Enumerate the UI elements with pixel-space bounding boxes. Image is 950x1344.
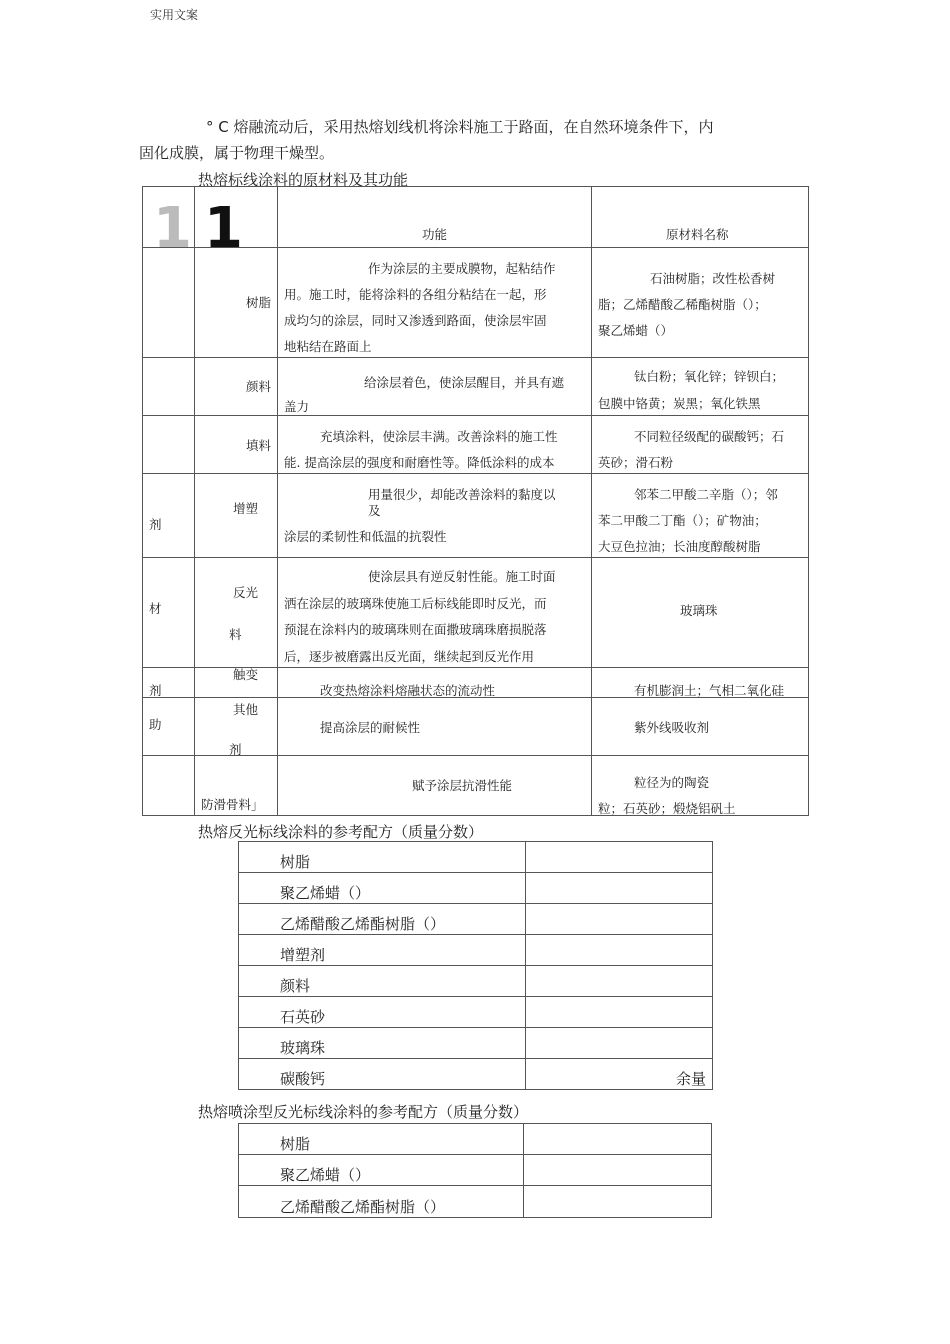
header-cell-big1 xyxy=(143,187,195,261)
big-numeral-gray: 1 xyxy=(153,196,192,261)
table-row: 颜料 给涂层着色，使涂层醒目，并具有遮 盖力 钛白粉；氧化锌；锌钡白； 包膜中铬黄；炭黑；氧化铁黑 xyxy=(143,358,809,416)
table-row: 树脂 xyxy=(239,842,713,873)
table-row: 树脂 xyxy=(239,1124,712,1155)
table-row: 助 其他 剂 提高涂层的耐候性 紫外线吸收剂 xyxy=(143,698,809,756)
table-row: 石英砂 xyxy=(239,997,713,1028)
materials-table xyxy=(142,186,809,816)
table-row: 树脂 作为涂层的主要成膜物，起粘结作 用。施工时，能将涂料的各组分粘结在一起，形 成均匀的涂层，同时又渗透到路面，使涂层牢固 地粘结在路面上 石油树脂；改性松香树 脂；乙烯醋酸乙稀酯树脂（）； 聚乙烯蜡（） xyxy=(143,248,809,358)
table-row: 聚乙烯蜡（） xyxy=(239,873,713,904)
table-row: 聚乙烯蜡（） xyxy=(239,1155,712,1186)
header-function: 功能 xyxy=(278,187,592,248)
page-header: 实用文案 xyxy=(150,8,199,22)
formula-table-1 xyxy=(238,841,713,1090)
table-row: 碳酸钙 余量 xyxy=(239,1059,713,1090)
big-numeral-black: 1 xyxy=(204,196,243,261)
table-row: 材 反光 料 使涂层具有逆反射性能。施工时面 洒在涂层的玻璃珠使施工后标线能即时反光，而 预混在涂料内的玻璃珠则在面撒玻璃珠磨损脱落 后，逐步被磨露出反光面，继续起到反光作用 玻璃珠 xyxy=(143,558,809,668)
header-material: 原材料名称 xyxy=(592,187,809,248)
table3-caption: 热熔喷涂型反光标线涂料的参考配方（质量分数） xyxy=(198,1103,529,1121)
intro-line-1: ° C 熔融流动后，采用热熔划线机将涂料施工于路面，在自然环境条件下，内 xyxy=(206,118,714,136)
table-header-row xyxy=(143,187,809,248)
table-row: 玻璃珠 xyxy=(239,1028,713,1059)
table-row: 剂 增塑 用量很少，却能改善涂料的黏度以 及 涂层的柔韧性和低温的抗裂性 邻苯二甲酸二辛脂（）；邻 苯二甲酸二丁酯（）；矿物油； 大豆色拉油；长油度醇酸树脂 xyxy=(143,474,809,558)
table-row: 防滑骨料」 赋予涂层抗滑性能 粒径为的陶瓷 粒；石英砂；煅烧铝矾土 xyxy=(143,756,809,816)
header-cell-big2 xyxy=(195,187,278,261)
table1-caption: 热熔标线涂料的原材料及其功能 xyxy=(198,171,409,189)
table-row: 乙烯醋酸乙烯酯树脂（） xyxy=(239,904,713,935)
table-row: 颜料 xyxy=(239,966,713,997)
table2-caption: 热熔反光标线涂料的参考配方（质量分数） xyxy=(198,823,484,841)
table-row: 填料 充填涂料，使涂层丰满。改善涂料的施工性 能. 提高涂层的强度和耐磨性等。降低涂料的成本 不同粒径级配的碳酸钙；石 英砂；滑石粉 xyxy=(143,416,809,474)
formula-table-2 xyxy=(238,1123,712,1218)
table-row: 乙烯醋酸乙烯酯树脂（） xyxy=(239,1186,712,1218)
table-row: 增塑剂 xyxy=(239,935,713,966)
intro-line-2: 固化成膜，属于物理干燥型。 xyxy=(139,144,335,162)
table-row: 剂 触变 改变热熔涂料熔融状态的流动性 有机膨润土；气相二氧化硅 xyxy=(143,668,809,698)
